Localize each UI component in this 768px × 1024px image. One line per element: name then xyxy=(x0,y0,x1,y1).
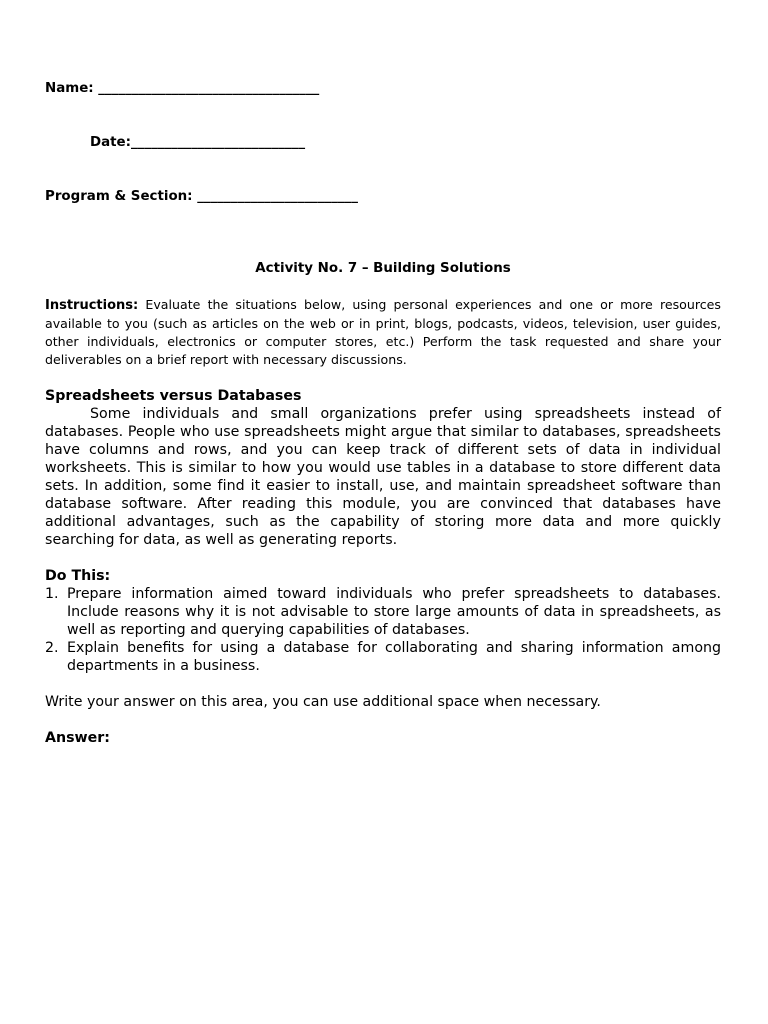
task-number: 1. xyxy=(45,586,59,602)
answer-label: Answer: xyxy=(45,730,110,746)
activity-title: Activity No. 7 – Building Solutions xyxy=(255,261,511,276)
instructions-text: Evaluate the situations below, using personal experiences and one or more resources available to you (such as articles on the web or in print, blogs, podcasts, videos, television, user guides, other individuals, electronics or computer stores, etc.) Perform the task requested and share your deliverables on a brief report with necessary discussions. xyxy=(45,297,721,367)
do-this-heading: Do This: xyxy=(45,568,111,584)
instructions xyxy=(45,296,721,369)
task-text: Explain benefits for using a database for collaborating and sharing information among departments in a business. xyxy=(67,640,721,674)
task-number: 2. xyxy=(45,640,59,656)
task-item xyxy=(45,585,721,639)
instructions-label: Instructions: xyxy=(45,298,139,313)
task-text: Prepare information aimed toward individuals who prefer spreadsheets to databases. Include reasons why it is not advisable to store large amounts of data in spreadsheets, as well as reporting and querying capabilities of databases. xyxy=(67,586,721,638)
name-field: Name: _________________________________ xyxy=(45,81,320,96)
program-section-field: Program & Section: ________________________ xyxy=(45,189,358,204)
section-body: Some individuals and small organizations prefer using spreadsheets instead of databases. People who use spreadsheets might argue that similar to databases, spreadsheets have columns and rows, and you can keep track of different sets of data in individual worksheets. This is similar to how you would use tables in a database to store different data sets. In addition, some find it easier to install, use, and maintain spreadsheet software than database software. After reading this module, you are convinced that databases have additional advantages, such as the capability of storing more data and more quickly searching for data, as well as generating reports. xyxy=(45,406,721,548)
task-list xyxy=(45,585,721,675)
document-page xyxy=(45,44,721,747)
date-field: Date:__________________________ xyxy=(90,135,306,150)
task-item xyxy=(45,639,721,675)
section-heading: Spreadsheets versus Databases xyxy=(45,388,302,404)
write-note: Write your answer on this area, you can use additional space when necessary. xyxy=(45,694,601,710)
header-fields xyxy=(45,44,721,242)
